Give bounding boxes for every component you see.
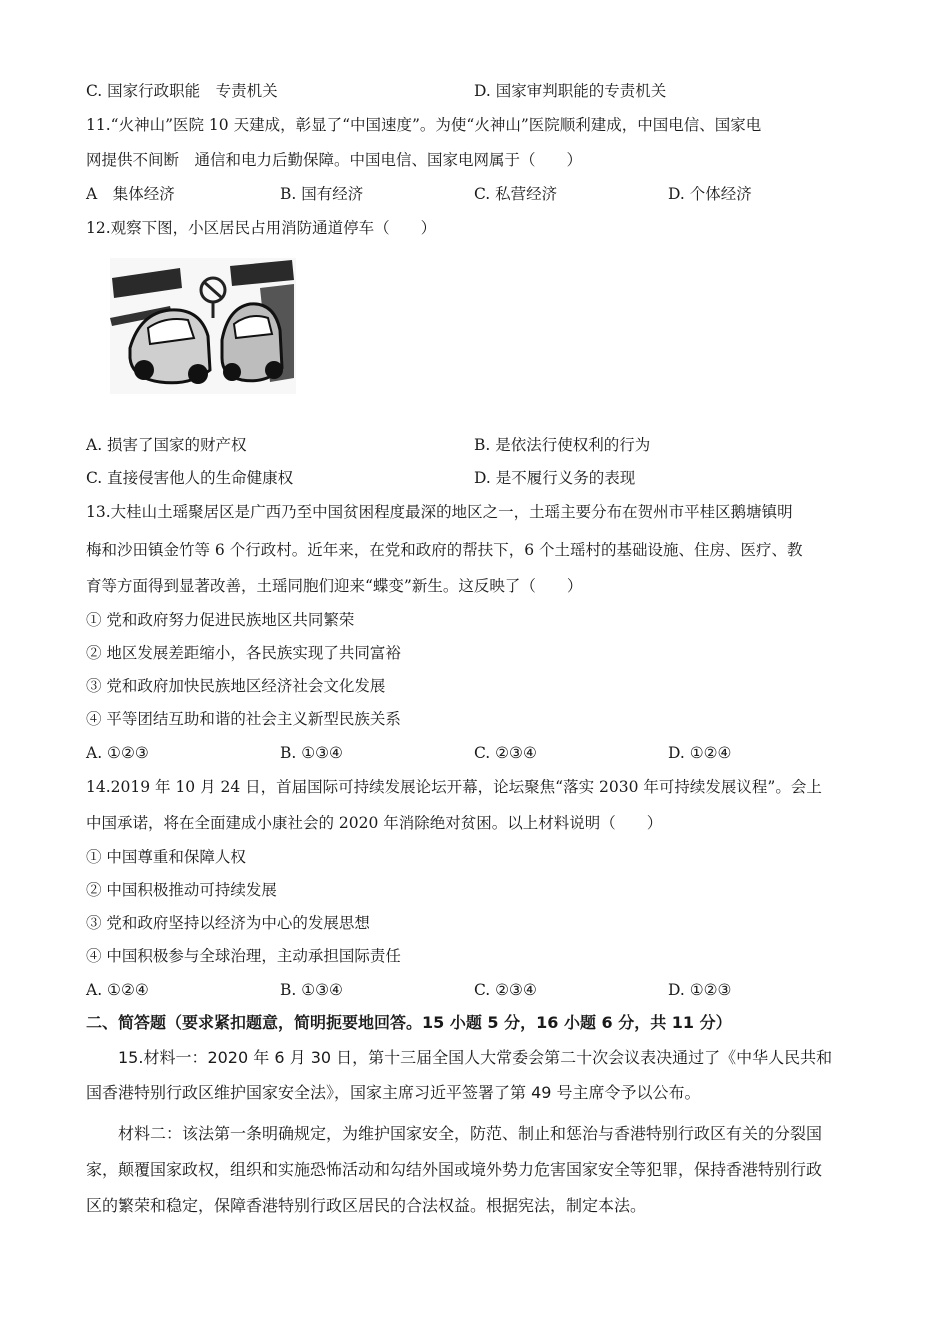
q15-material2-line3: 区的繁荣和稳定，保障香港特别行政区居民的合法权益。根据宪法，制定本法。 — [86, 1196, 647, 1215]
q11-stem-line1: 11.“火神山”医院 10 天建成，彰显了“中国速度”。为使“火神山”医院顺利建成，中国电信、国家电 — [86, 116, 762, 134]
q15-material1-line1: 15.材料一：2020 年 6 月 30 日，第十三届全国人大常委会第二十次会议表决通过了《中华人民共和 — [118, 1048, 833, 1067]
q12-stem: 12.观察下图，小区居民占用消防通道停车（ ） — [86, 219, 437, 237]
q13-option-b: B. ①③④ — [280, 744, 343, 762]
q11-stem-line2: 网提供不间断 通信和电力后勤保障。中国电信、国家电网属于（ ） — [86, 151, 583, 169]
q14-option-c: C. ②③④ — [474, 981, 537, 999]
q10-option-c: C. 国家行政职能 专责机关 — [86, 82, 278, 100]
q14-option-d: D. ①②③ — [668, 981, 732, 999]
q11-option-d: D. 个体经济 — [668, 185, 752, 203]
q13-option-a: A. ①②③ — [86, 744, 149, 762]
q13-item-4: ④ 平等团结互助和谐的社会主义新型民族关系 — [86, 710, 401, 728]
q14-item-1: ① 中国尊重和保障人权 — [86, 848, 246, 866]
q15-material2-line2: 家，颠覆国家政权，组织和实施恐怖活动和勾结外国或境外势力危害国家安全等犯罪，保持香港特别行政 — [86, 1160, 823, 1179]
q12-option-b: B. 是依法行使权利的行为 — [474, 436, 651, 454]
q13-item-2: ② 地区发展差距缩小，各民族实现了共同富裕 — [86, 644, 401, 662]
section-2-heading: 二、简答题（要求紧扣题意，简明扼要地回答。15 小题 5 分，16 小题 6 分，共 11 分） — [86, 1013, 732, 1032]
q13-option-c: C. ②③④ — [474, 744, 537, 762]
q13-stem-line2: 梅和沙田镇金竹等 6 个行政村。近年来，在党和政府的帮扶下，6 个土瑶村的基础设施、住房、医疗、教 — [86, 541, 803, 559]
q13-stem-line3: 育等方面得到显著改善，土瑶同胞们迎来“蝶变”新生。这反映了（ ） — [86, 577, 583, 595]
q10-option-d: D. 国家审判职能的专责机关 — [474, 82, 667, 100]
q13-stem-line1: 13.大桂山土瑶聚居区是广西乃至中国贫困程度最深的地区之一，土瑶主要分布在贺州市平桂区鹅塘镇明 — [86, 503, 793, 521]
q14-stem-line1: 14.2019 年 10 月 24 日，首届国际可持续发展论坛开幕，论坛聚焦“落实 2030 年可持续发展议程”。会上 — [86, 778, 822, 796]
fire-lane-parking-illustration — [110, 258, 296, 394]
q12-option-c: C. 直接侵害他人的生命健康权 — [86, 469, 294, 487]
q12-option-a: A. 损害了国家的财产权 — [86, 436, 247, 454]
q15-material1-line2: 国香港特别行政区维护国家安全法》，国家主席习近平签署了第 49 号主席令予以公布。 — [86, 1083, 701, 1102]
q13-item-1: ① 党和政府努力促进民族地区共同繁荣 — [86, 611, 355, 629]
q14-option-a: A. ①②④ — [86, 981, 149, 999]
q14-item-4: ④ 中国积极参与全球治理，主动承担国际责任 — [86, 947, 401, 965]
q11-option-c: C. 私营经济 — [474, 185, 558, 203]
q14-option-b: B. ①③④ — [280, 981, 343, 999]
q15-material2-line1: 材料二：该法第一条明确规定，为维护国家安全，防范、制止和惩治与香港特别行政区有关的分裂国 — [118, 1124, 823, 1143]
q14-item-3: ③ 党和政府坚持以经济为中心的发展思想 — [86, 914, 370, 932]
q13-option-d: D. ①②④ — [668, 744, 732, 762]
q11-option-a: A 集体经济 — [86, 185, 175, 203]
q13-item-3: ③ 党和政府加快民族地区经济社会文化发展 — [86, 677, 386, 695]
q12-option-d: D. 是不履行义务的表现 — [474, 469, 636, 487]
q14-item-2: ② 中国积极推动可持续发展 — [86, 881, 277, 899]
q11-option-b: B. 国有经济 — [280, 185, 364, 203]
q14-stem-line2: 中国承诺，将在全面建成小康社会的 2020 年消除绝对贫困。以上材料说明（ ） — [86, 814, 663, 832]
